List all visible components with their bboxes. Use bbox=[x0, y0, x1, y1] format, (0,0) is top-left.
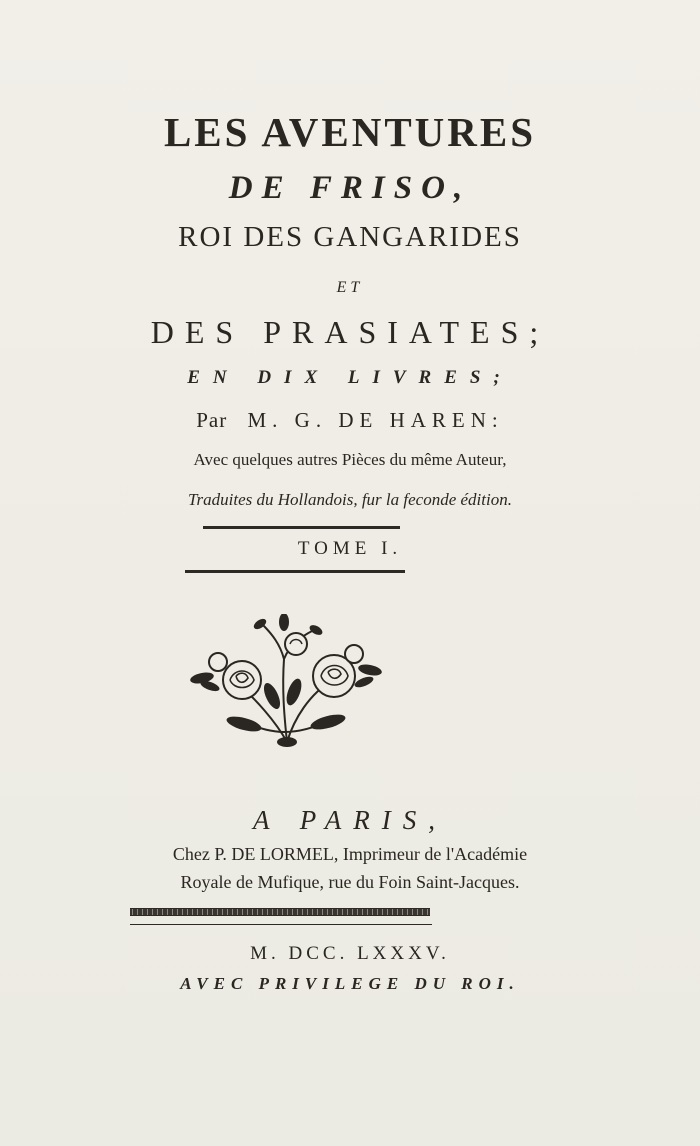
publisher-line-1: Chez P. DE LORMEL, Imprimeur de l'Académie bbox=[172, 844, 528, 864]
volume-number: TOME I. bbox=[297, 538, 403, 559]
imprint-year: M. DCC. LXXXV. bbox=[250, 943, 450, 964]
author-line bbox=[0, 410, 700, 431]
publisher-line-2: Royale de Mufique, rue du Foin Saint-Jacques. bbox=[180, 872, 520, 892]
imprint-city: A PARIS, bbox=[253, 805, 447, 835]
title-line-5: DES PRASIATES; bbox=[150, 314, 550, 350]
rose-bouquet-vignette-icon bbox=[184, 614, 390, 754]
imprint-rule bbox=[130, 908, 430, 916]
title-line-2: DE FRISO, bbox=[228, 170, 472, 206]
title-line-3: ROI DES GANGARIDES bbox=[178, 221, 522, 253]
imprint-thin-rule bbox=[130, 924, 432, 925]
title-line-6: EN DIX LIVRES; bbox=[187, 367, 513, 388]
royal-privilege: AVEC PRIVILEGE DU ROI. bbox=[180, 974, 520, 993]
top-rule bbox=[203, 526, 400, 529]
author-by: Par bbox=[196, 408, 228, 432]
description-line-1: Avec quelques autres Pièces du même Auteur, bbox=[193, 450, 507, 469]
title-line-1: LES AVENTURES bbox=[163, 109, 537, 155]
volume-rule bbox=[185, 570, 405, 573]
description-line-2: Traduites du Hollandois, fur la feconde édition. bbox=[188, 490, 512, 509]
title-conjunction: ET bbox=[336, 279, 364, 296]
author-name: M. G. DE HAREN: bbox=[247, 408, 504, 432]
